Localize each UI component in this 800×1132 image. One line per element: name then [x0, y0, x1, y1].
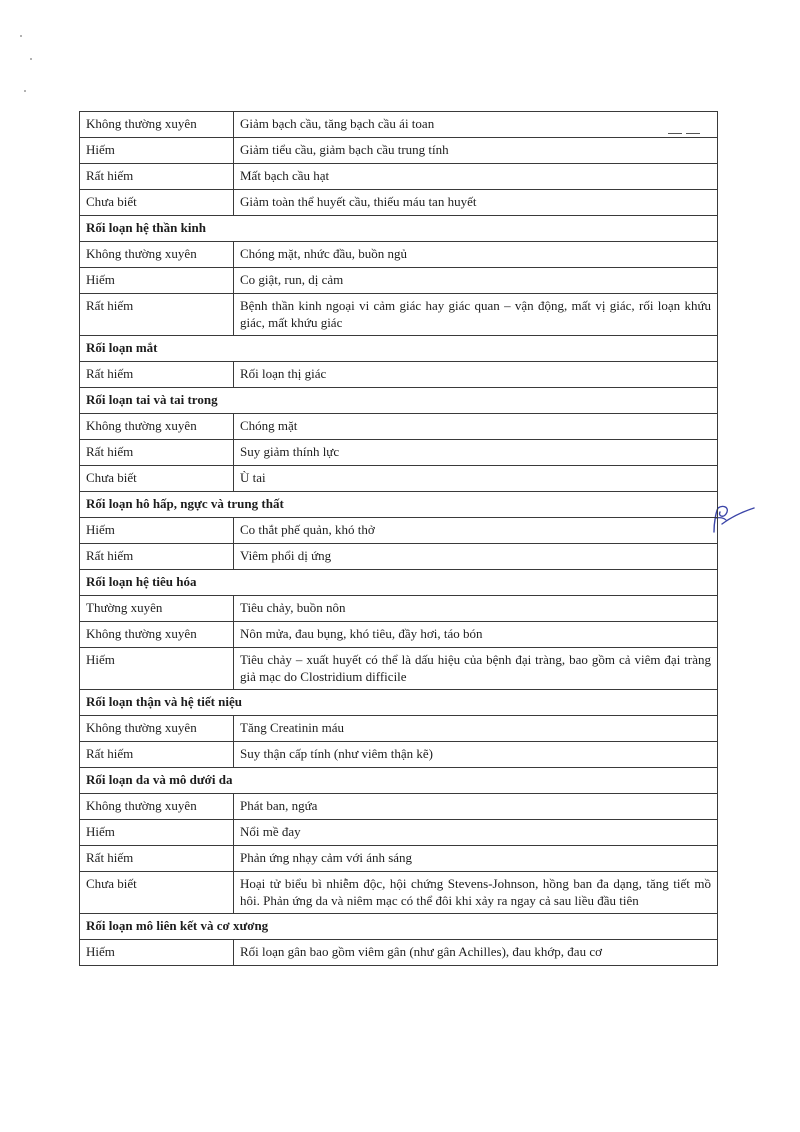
section-title: Rối loạn mô liên kết và cơ xương	[80, 914, 718, 940]
table-row	[80, 544, 718, 570]
frequency-cell: Không thường xuyên	[80, 794, 234, 820]
adverse-effect-cell: Tăng Creatinin máu	[234, 716, 718, 742]
frequency-cell: Rất hiếm	[80, 544, 234, 570]
section-title: Rối loạn hô hấp, ngực và trung thất	[80, 492, 718, 518]
table-row	[80, 466, 718, 492]
frequency-cell: Không thường xuyên	[80, 414, 234, 440]
section-header-row	[80, 768, 718, 794]
frequency-cell: Rất hiếm	[80, 742, 234, 768]
frequency-cell: Rất hiếm	[80, 440, 234, 466]
table-row	[80, 414, 718, 440]
table-row	[80, 138, 718, 164]
adverse-effect-cell: Giảm bạch cầu, tăng bạch cầu ái toan	[234, 112, 718, 138]
section-header-row	[80, 388, 718, 414]
scan-speck	[24, 90, 26, 92]
adverse-effect-cell: Nôn mửa, đau bụng, khó tiêu, đầy hơi, táo bón	[234, 622, 718, 648]
section-header-row	[80, 570, 718, 596]
frequency-cell: Hiếm	[80, 518, 234, 544]
frequency-cell: Không thường xuyên	[80, 242, 234, 268]
adverse-effect-cell: Viêm phổi dị ứng	[234, 544, 718, 570]
table-row	[80, 648, 718, 690]
adverse-effect-cell: Rối loạn gân bao gồm viêm gân (như gân Achilles), đau khớp, đau cơ	[234, 940, 718, 966]
table-row	[80, 112, 718, 138]
section-title: Rối loạn hệ tiêu hóa	[80, 570, 718, 596]
table-row	[80, 742, 718, 768]
adverse-effects-table-body	[80, 112, 718, 966]
section-header-row	[80, 336, 718, 362]
table-row	[80, 820, 718, 846]
frequency-cell: Không thường xuyên	[80, 716, 234, 742]
adverse-effect-cell: Giảm tiểu cầu, giảm bạch cầu trung tính	[234, 138, 718, 164]
section-header-row	[80, 216, 718, 242]
frequency-cell: Hiếm	[80, 940, 234, 966]
scan-speck	[30, 58, 32, 60]
scan-speck	[20, 35, 22, 37]
frequency-cell: Rất hiếm	[80, 164, 234, 190]
table-row	[80, 716, 718, 742]
adverse-effect-cell: Phát ban, ngứa	[234, 794, 718, 820]
adverse-effect-cell: Tiêu chảy – xuất huyết có thể là dấu hiệu của bệnh đại tràng, bao gồm cả viêm đại tràng giả mạc do Clostridium difficile	[234, 648, 718, 690]
adverse-effect-cell: Bệnh thần kinh ngoại vi cảm giác hay giác quan – vận động, mất vị giác, rối loạn khứu giác, mất khứu giác	[234, 294, 718, 336]
section-header-row	[80, 914, 718, 940]
section-title: Rối loạn da và mô dưới da	[80, 768, 718, 794]
table-row	[80, 596, 718, 622]
frequency-cell: Hiếm	[80, 268, 234, 294]
frequency-cell: Rất hiếm	[80, 362, 234, 388]
table-row	[80, 362, 718, 388]
section-header-row	[80, 492, 718, 518]
frequency-cell: Rất hiếm	[80, 294, 234, 336]
frequency-cell: Chưa biết	[80, 190, 234, 216]
adverse-effect-cell: Ù tai	[234, 466, 718, 492]
section-title: Rối loạn hệ thần kinh	[80, 216, 718, 242]
adverse-effect-cell: Suy giảm thính lực	[234, 440, 718, 466]
frequency-cell: Chưa biết	[80, 466, 234, 492]
adverse-effect-cell: Co giật, run, dị cảm	[234, 268, 718, 294]
table-row	[80, 940, 718, 966]
section-title: Rối loạn tai và tai trong	[80, 388, 718, 414]
frequency-cell: Không thường xuyên	[80, 112, 234, 138]
adverse-effect-cell: Rối loạn thị giác	[234, 362, 718, 388]
frequency-cell: Hiếm	[80, 820, 234, 846]
table-row	[80, 872, 718, 914]
frequency-cell: Hiếm	[80, 138, 234, 164]
frequency-cell: Rất hiếm	[80, 846, 234, 872]
table-row	[80, 622, 718, 648]
frequency-cell: Thường xuyên	[80, 596, 234, 622]
section-title: Rối loạn thận và hệ tiết niệu	[80, 690, 718, 716]
adverse-effect-cell: Tiêu chảy, buồn nôn	[234, 596, 718, 622]
table-row	[80, 794, 718, 820]
table-row	[80, 518, 718, 544]
table-row	[80, 242, 718, 268]
adverse-effect-cell: Mất bạch cầu hạt	[234, 164, 718, 190]
table-row	[80, 268, 718, 294]
adverse-effects-table	[79, 111, 718, 966]
section-header-row	[80, 690, 718, 716]
table-row	[80, 164, 718, 190]
table-row	[80, 846, 718, 872]
adverse-effect-cell: Co thắt phế quản, khó thở	[234, 518, 718, 544]
adverse-effect-cell: Nổi mề đay	[234, 820, 718, 846]
table-row	[80, 294, 718, 336]
frequency-cell: Không thường xuyên	[80, 622, 234, 648]
adverse-effect-cell: Hoại tử biểu bì nhiễm độc, hội chứng Stevens-Johnson, hồng ban đa dạng, tăng tiết mồ hôi. Phản ứng da và niêm mạc có thể đôi khi xảy ra ngay cả sau liều đầu tiên	[234, 872, 718, 914]
adverse-effect-cell: Giảm toàn thể huyết cầu, thiếu máu tan huyết	[234, 190, 718, 216]
adverse-effect-cell: Phản ứng nhạy cảm với ánh sáng	[234, 846, 718, 872]
frequency-cell: Chưa biết	[80, 872, 234, 914]
table-row	[80, 190, 718, 216]
adverse-effect-cell: Suy thận cấp tính (như viêm thận kẽ)	[234, 742, 718, 768]
adverse-effect-cell: Chóng mặt, nhức đầu, buồn ngủ	[234, 242, 718, 268]
section-title: Rối loạn mắt	[80, 336, 718, 362]
frequency-cell: Hiếm	[80, 648, 234, 690]
adverse-effect-cell: Chóng mặt	[234, 414, 718, 440]
table-row	[80, 440, 718, 466]
